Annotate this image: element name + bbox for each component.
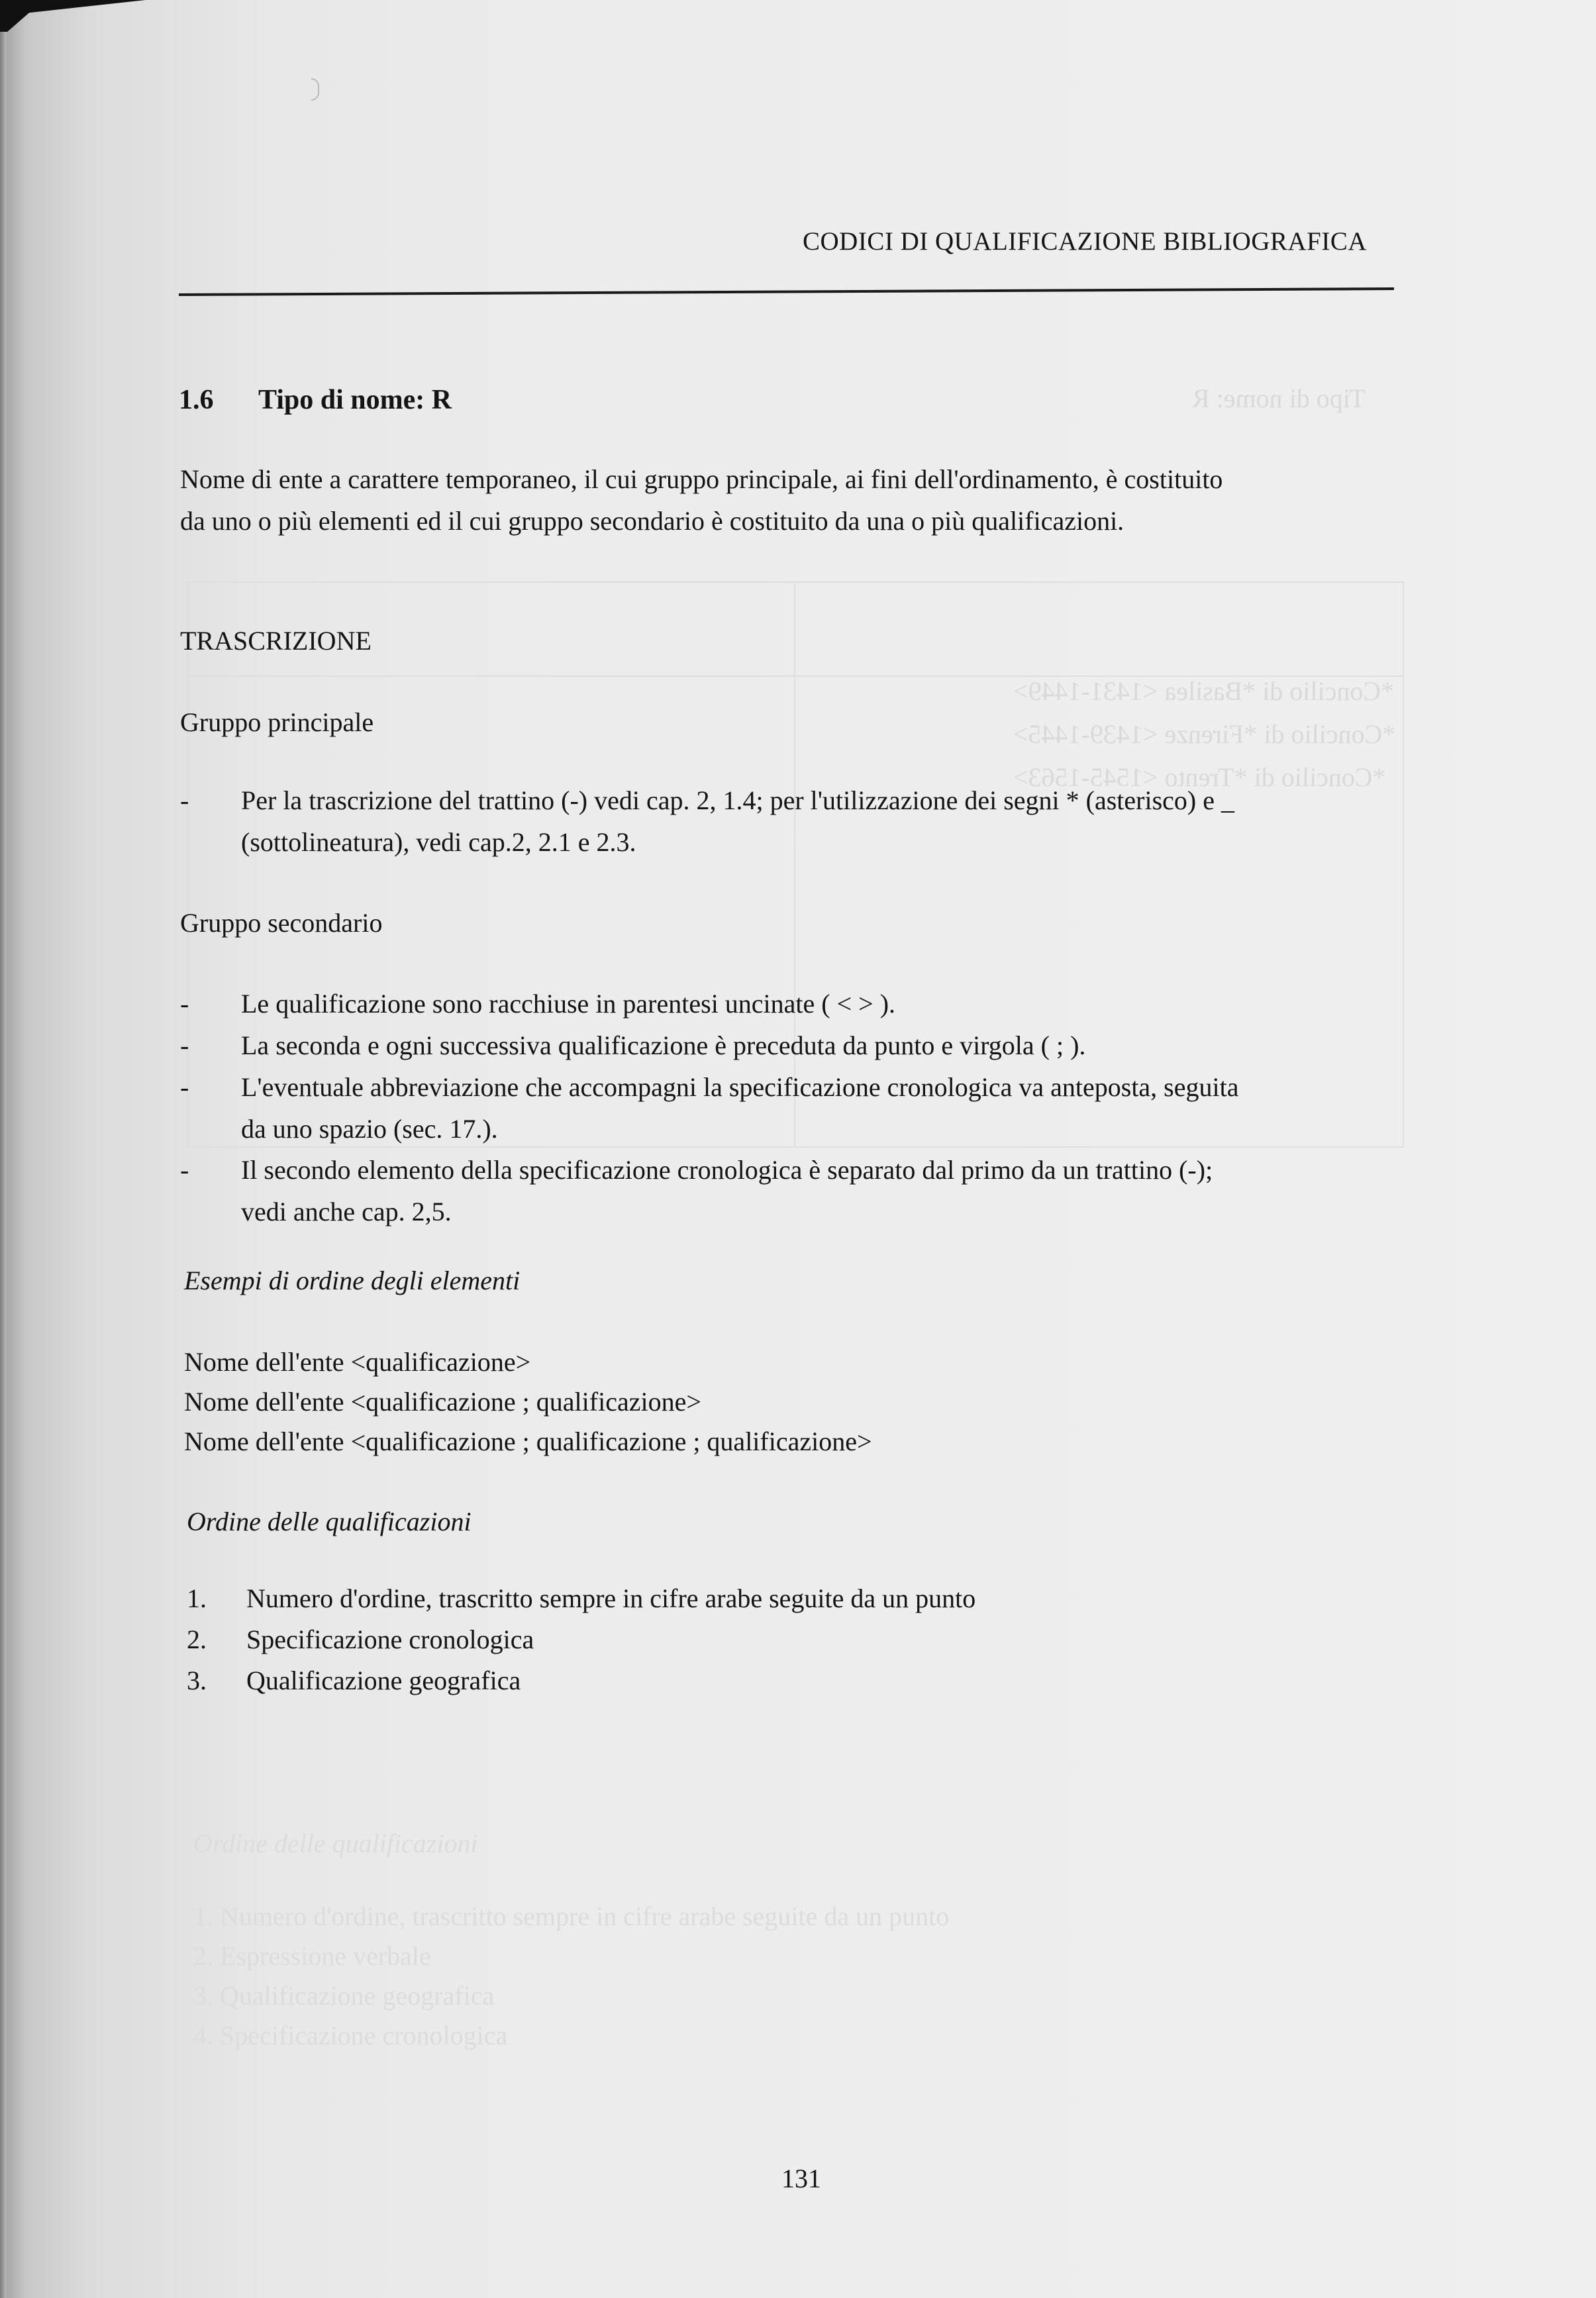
ordine-item-number: 2.	[187, 1624, 207, 1654]
ordine-item-number: 3.	[187, 1666, 207, 1695]
ordine-item-text: Numero d'ordine, trascritto sempre in cifre arabe seguite da un punto	[246, 1583, 976, 1613]
bullet-dash: -	[180, 1072, 189, 1102]
bullet-dash: -	[180, 1155, 189, 1185]
stray-pencil-mark	[311, 78, 319, 101]
gruppo-secondario-heading: Gruppo secondario	[180, 908, 383, 938]
ordine-item	[187, 1619, 534, 1660]
ordine-item-text: Qualificazione geografica	[246, 1666, 521, 1695]
bullet-text	[241, 779, 1402, 863]
bullet-dash: -	[180, 989, 189, 1019]
bleed-through-row: *Concilio di *Firenze <1439-1445>	[1013, 719, 1396, 749]
intro-line: Nome di ente a carattere temporaneo, il cui gruppo principale, ai fini dell'ordinamento, è costituito	[180, 464, 1223, 494]
section-heading	[179, 384, 452, 416]
bleed-through-row: *Concilio di *Basilea <1431-1449>	[1013, 676, 1395, 706]
gruppo-secondario-bullet	[180, 1149, 1402, 1232]
gruppo-principale-heading: Gruppo principale	[180, 707, 374, 737]
bleed-through-item: 1. Numero d'ordine, trascritto sempre in cifre arabe seguite da un punto	[193, 1901, 950, 1931]
bullet-dash: -	[180, 785, 189, 815]
gruppo-secondario-bullet	[180, 1024, 1402, 1066]
bullet-line: (sottolineatura), vedi cap.2, 2.1 e 2.3.	[241, 827, 636, 857]
ordine-item-number: 1.	[187, 1583, 207, 1613]
bullet-line: vedi anche cap. 2,5.	[241, 1197, 452, 1226]
bleed-through-item: 4. Specificazione cronologica	[193, 2021, 508, 2050]
header-rule	[179, 287, 1394, 296]
bullet-text	[241, 1149, 1402, 1232]
ordine-heading: Ordine delle qualificazioni	[187, 1507, 472, 1536]
bleed-through-item: 3. Qualificazione geografica	[193, 1981, 495, 2011]
ordine-item-text: Specificazione cronologica	[246, 1624, 534, 1654]
gruppo-principale-bullet	[180, 779, 1402, 863]
ordine-item	[187, 1660, 521, 1701]
section-number: 1.6	[179, 385, 214, 415]
bullet-text: Le qualificazione sono racchiuse in parentesi uncinate ( < > ).	[241, 989, 896, 1019]
ordine-item	[187, 1578, 975, 1619]
section-title: Tipo di nome: R	[258, 385, 452, 415]
trascrizione-heading: TRASCRIZIONE	[180, 626, 372, 656]
bullet-line: Per la trascrizione del trattino (-) vedi cap. 2, 1.4; per l'utilizzazione dei segni * (asterisco) e _	[241, 785, 1234, 815]
bullet-line: Il secondo elemento della specificazione cronologica è separato dal primo da un trattino (-);	[241, 1155, 1213, 1185]
gruppo-secondario-bullet	[180, 983, 1402, 1024]
scan-corner-shadow	[0, 0, 146, 32]
esempio-line: Nome dell'ente <qualificazione>	[184, 1347, 531, 1377]
book-spine-edge	[0, 0, 7, 2298]
bullet-text: La seconda e ogni successiva qualificazione è preceduta da punto e virgola ( ; ).	[241, 1030, 1086, 1060]
bleed-through-item: 2. Espressione verbale	[193, 1941, 431, 1971]
running-head: CODICI DI QUALIFICAZIONE BIBLIOGRAFICA	[803, 227, 1368, 256]
bullet-line: L'eventuale abbreviazione che accompagni la specificazione cronologica va anteposta, seguita	[241, 1072, 1239, 1102]
esempio-line: Nome dell'ente <qualificazione ; qualificazione ; qualificazione>	[184, 1426, 872, 1456]
intro-paragraph	[180, 458, 1402, 542]
bullet-dash: -	[180, 1030, 189, 1060]
page-number: 131	[781, 2164, 821, 2193]
esempio-line: Nome dell'ente <qualificazione ; qualificazione>	[184, 1387, 701, 1417]
bullet-line: da uno spazio (sec. 17.).	[241, 1114, 498, 1144]
bleed-through-ordine-heading: Ordine delle qualificazioni	[193, 1828, 478, 1858]
bleed-through-heading: Tipo di nome: R	[1192, 383, 1366, 413]
bullet-text	[241, 1066, 1402, 1150]
gruppo-secondario-bullet	[180, 1066, 1402, 1150]
bleed-through-row: *Concilio di *Trento <1545-1563>	[1013, 762, 1386, 792]
intro-line: da uno o più elementi ed il cui gruppo secondario è costituito da una o più qualificazioni.	[180, 506, 1124, 536]
esempi-heading: Esempi di ordine degli elementi	[184, 1266, 521, 1295]
